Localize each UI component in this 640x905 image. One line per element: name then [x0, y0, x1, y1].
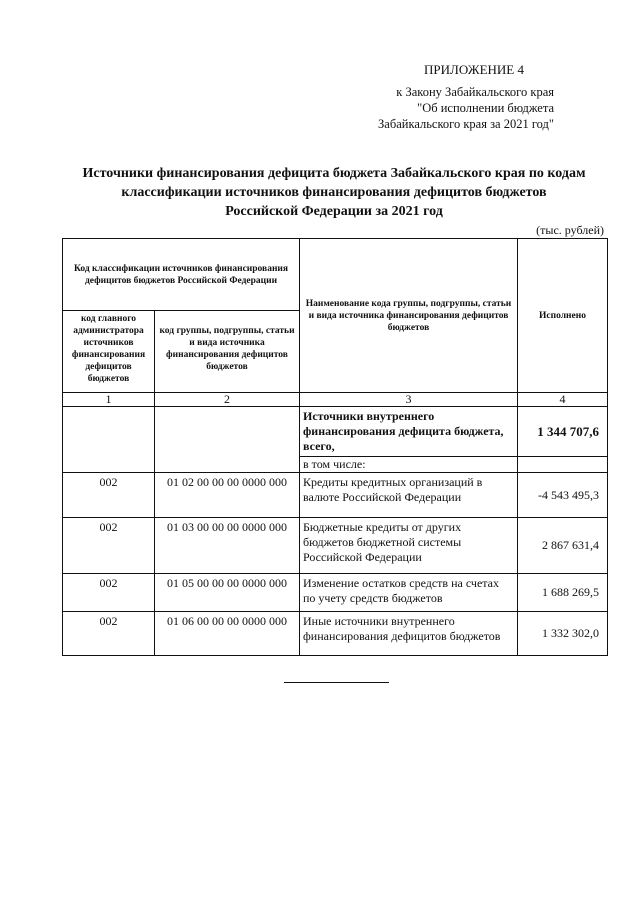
total-admin-cell [63, 407, 155, 473]
admin-code: 002 [63, 518, 155, 574]
source-name: Изменение остатков средств на счетах по учету средств бюджетов [300, 574, 518, 612]
separator-line [284, 682, 389, 683]
executed-value: 1 688 269,5 [518, 574, 608, 612]
including-label: в том числе: [300, 457, 518, 473]
table-row [63, 574, 608, 612]
total-value: 1 344 707,6 [518, 407, 608, 457]
appendix-block [294, 62, 554, 132]
admin-code: 002 [63, 574, 155, 612]
source-name: Кредиты кредитных организаций в валюте Российской Федерации [300, 473, 518, 518]
column-number-2: 2 [155, 393, 300, 407]
source-code: 01 03 00 00 00 0000 000 [155, 518, 300, 574]
units-label: (тыс. рублей) [536, 223, 604, 237]
source-code: 01 02 00 00 00 0000 000 [155, 473, 300, 518]
admin-code: 002 [63, 473, 155, 518]
source-code: 01 06 00 00 00 0000 000 [155, 612, 300, 656]
table-row [63, 518, 608, 574]
executed-value: -4 543 495,3 [518, 473, 608, 518]
appendix-heading: ПРИЛОЖЕНИЕ 4 [424, 62, 524, 77]
financing-table [62, 238, 608, 656]
header-executed: Исполнено [518, 239, 608, 393]
source-name: Иные источники внутреннего финансирования дефицитов бюджетов [300, 612, 518, 656]
source-name: Бюджетные кредиты от других бюджетов бюджетной системы Российской Федерации [300, 518, 518, 574]
total-name: Источники внутреннего финансирования дефицита бюджета, всего, [300, 407, 518, 457]
appendix-line-1: к Закону Забайкальского края [396, 85, 554, 99]
table-row [63, 473, 608, 518]
column-number-3: 3 [300, 393, 518, 407]
total-code-cell [155, 407, 300, 473]
header-admin-code: код главного администратора источников финансирования дефицитов бюджетов [63, 311, 155, 393]
executed-value: 1 332 302,0 [518, 612, 608, 656]
source-code: 01 05 00 00 00 0000 000 [155, 574, 300, 612]
appendix-line-3: Забайкальского края за 2021 год" [378, 117, 554, 131]
header-group-code: код группы, подгруппы, статьи и вида источника финансирования дефицитов бюджетов [155, 311, 300, 393]
table-row-total [63, 407, 608, 457]
document-title [60, 164, 608, 221]
executed-value: 2 867 631,4 [518, 518, 608, 574]
appendix-line-2: "Об исполнении бюджета [417, 101, 554, 115]
title-line-3: Российской Федерации за 2021 год [225, 204, 443, 219]
title-line-2: классификации источников финансирования дефицитов бюджетов [121, 185, 547, 200]
header-name: Наименование кода группы, подгруппы, статьи и вида источника финансирования дефицитов бюджетов [300, 239, 518, 393]
column-number-4: 4 [518, 393, 608, 407]
admin-code: 002 [63, 612, 155, 656]
including-value-cell [518, 457, 608, 473]
table-row [63, 612, 608, 656]
column-number-1: 1 [63, 393, 155, 407]
header-code-group: Код классификации источников финансирования дефицитов бюджетов Российской Федерации [63, 239, 300, 311]
title-line-1: Источники финансирования дефицита бюджета Забайкальского края по кодам [82, 166, 586, 181]
